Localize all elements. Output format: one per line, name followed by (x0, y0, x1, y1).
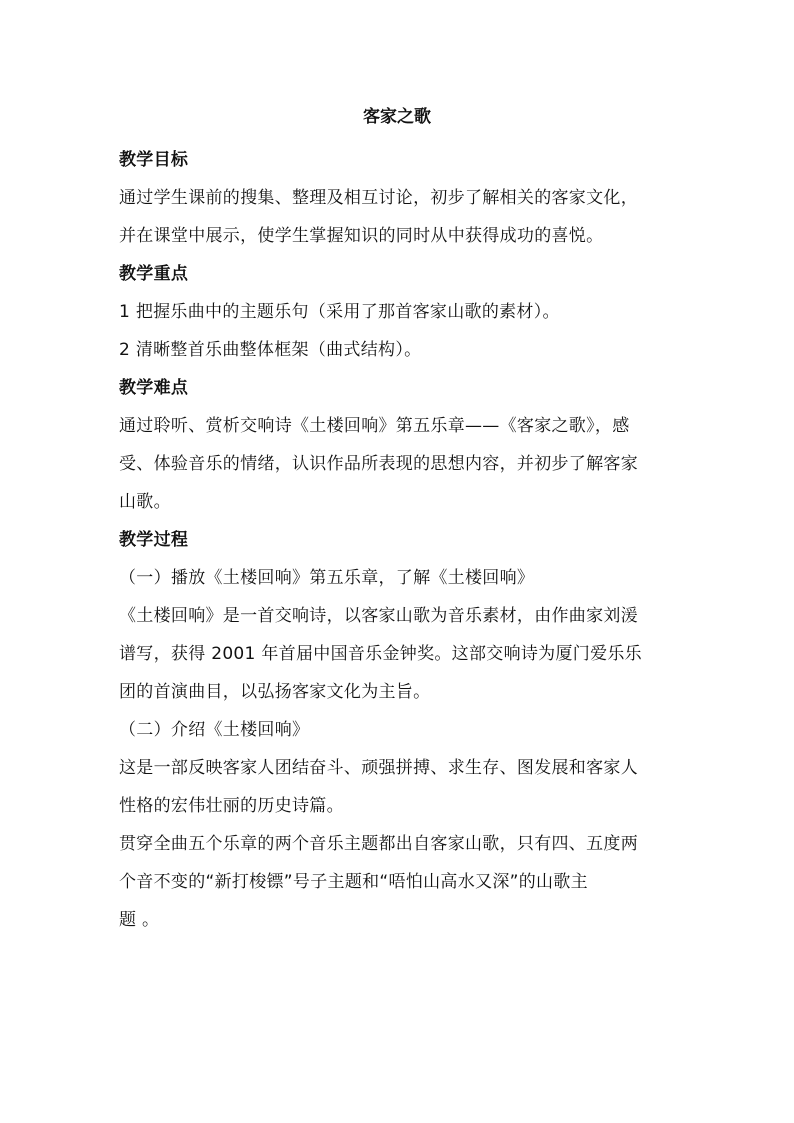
document-title: 客家之歌 (363, 107, 431, 127)
paragraph-line: 性格的宏伟壮丽的历史诗篇。 (119, 796, 344, 816)
paragraph-line: 个音不变的“新打梭镖”号子主题和“唔怕山高水又深”的山歌主 (119, 872, 588, 892)
list-item: 1 把握乐曲中的主题乐句（采用了那首客家山歌的素材）。 (119, 302, 560, 322)
paragraph-line: 并在课堂中展示，使学生掌握知识的同时从中获得成功的喜悦。 (119, 226, 604, 246)
section-heading: 教学过程 (119, 530, 189, 550)
section-heading: 教学难点 (119, 378, 189, 398)
list-item: 2 清晰整首乐曲整体框架（曲式结构）。 (119, 340, 422, 360)
paragraph-line: 通过聆听、赏析交响诗《土楼回响》第五乐章——《客家之歌》，感 (119, 416, 630, 436)
paragraph-line: 谱写，获得 2001 年首届中国音乐金钟奖。这部交响诗为厦门爱乐乐 (119, 644, 642, 664)
subsection-line: （二）介绍《土楼回响》 (119, 720, 310, 740)
section-heading: 教学目标 (119, 150, 189, 170)
paragraph-line: 山歌。 (119, 492, 171, 512)
paragraph-line: 《土楼回响》是一首交响诗，以客家山歌为音乐素材，由作曲家刘湲 (119, 606, 638, 626)
paragraph-line: 这是一部反映客家人团结奋斗、顽强拼搏、求生存、图发展和客家人 (119, 758, 638, 778)
subsection-line: （一）播放《土楼回响》第五乐章，了解《土楼回响》 (119, 568, 535, 588)
paragraph-line: 通过学生课前的搜集、整理及相互讨论，初步了解相关的客家文化， (119, 188, 638, 208)
paragraph-line: 题 。 (119, 910, 160, 930)
section-heading: 教学重点 (119, 264, 189, 284)
paragraph-line: 贯穿全曲五个乐章的两个音乐主题都出自客家山歌，只有四、五度两 (119, 834, 638, 854)
document-body (119, 144, 679, 942)
paragraph-line: 团的首演曲目，以弘扬客家文化为主旨。 (119, 682, 431, 702)
paragraph-line: 受、体验音乐的情绪，认识作品所表现的思想内容，并初步了解客家 (119, 454, 638, 474)
